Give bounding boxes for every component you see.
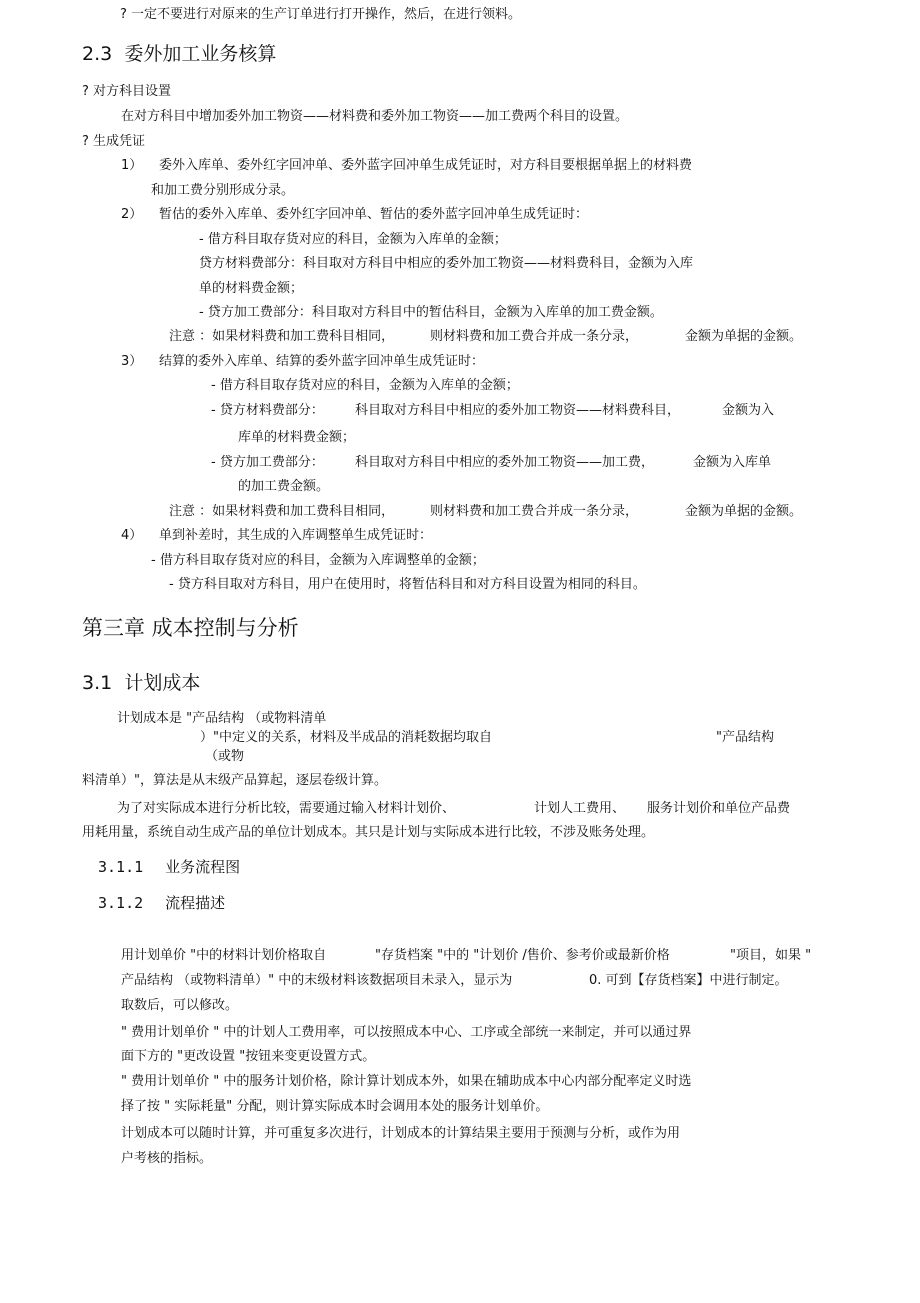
paragraph: 产品结构 （或物料清单）" 中的末级材料该数据项目未录入，显示为 (121, 973, 513, 988)
list-subitem-continuation: 单的材料费金额； (199, 281, 304, 296)
section-2-3-heading (82, 42, 276, 66)
list-number: 1） (121, 158, 143, 173)
list-subitem: - 借方科目取存货对应的科目，金额为入库调整单的金额； (151, 553, 485, 568)
subsection-3-1-2-heading (98, 893, 225, 913)
section-3-1-heading (82, 671, 200, 695)
list-number: 3） (121, 354, 143, 369)
section-number: 2.3 (82, 43, 113, 65)
subsection-3-1-1-heading (98, 857, 240, 877)
note: 金额为单据的金额。 (685, 504, 803, 519)
paragraph: "存货档案 "中的 "计划价 /售价、参考价或最新价格 (375, 948, 670, 963)
paragraph: 取数后，可以修改。 (121, 998, 239, 1013)
paragraph: 服务计划价和单位产品费 (647, 801, 791, 816)
note: 注意 ：如果材料费和加工费科目相同， (169, 329, 395, 344)
list-subitem: 科目取对方科目中相应的委外加工物资——加工费， (355, 455, 655, 470)
paragraph: 计划成本可以随时计算，并可重复多次进行，计划成本的计算结果主要用于预测与分析，或作为用 (121, 1126, 681, 1141)
note: 金额为单据的金额。 (685, 329, 803, 344)
paragraph: "产品结构 (716, 730, 774, 745)
paragraph: 计划成本是 "产品结构 （或物料清单 (117, 711, 327, 726)
paragraph: 择了按 " 实际耗量" 分配，则计算实际成本时会调用本处的服务计划单价。 (121, 1099, 549, 1114)
section-title: 委外加工业务核算 (124, 43, 277, 65)
note: 则材料费和加工费合并成一条分录， (430, 329, 639, 344)
list-subitem: - 贷方加工费部分：科目取对方科目中的暂估科目，金额为入库单的加工费金额。 (199, 305, 663, 320)
list-item-continuation: 和加工费分别形成分录。 (151, 183, 295, 198)
section-number: 3.1 (82, 672, 113, 694)
paragraph: 料清单）"，算法是从末级产品算起，逐层卷级计算。 (82, 773, 387, 788)
list-item: 结算的委外入库单、结算的委外蓝字回冲单生成凭证时： (159, 354, 485, 369)
list-number: 2） (121, 207, 143, 222)
list-item: 暂估的委外入库单、委外红字回冲单、暂估的委外蓝字回冲单生成凭证时： (159, 207, 589, 222)
list-number: 4） (121, 528, 143, 543)
note: 则材料费和加工费合并成一条分录， (430, 504, 639, 519)
list-subitem: - 借方科目取存货对应的科目，金额为入库单的金额； (199, 232, 507, 247)
bullet-account-setting: ? 对方科目设置 (82, 84, 172, 99)
list-subitem-continuation: 库单的材料费金额； (238, 430, 356, 445)
paragraph: 户考核的指标。 (121, 1151, 213, 1166)
paragraph: "项目，如果 " (730, 948, 812, 963)
list-subitem: 金额为入 (722, 403, 775, 418)
list-subitem: 金额为入库单 (693, 455, 772, 470)
paragraph: 在对方科目中增加委外加工物资——材料费和委外加工物资——加工费两个科目的设置。 (121, 109, 629, 124)
subsection-title: 业务流程图 (165, 858, 241, 876)
subsection-number: 3.1.1 (98, 858, 144, 876)
list-subitem-continuation: 的加工费金额。 (238, 479, 330, 494)
note: 注意 ：如果材料费和加工费科目相同， (169, 504, 395, 519)
list-subitem: - 借方科目取存货对应的科目，金额为入库单的金额； (211, 378, 519, 393)
subsection-title: 流程描述 (165, 894, 226, 912)
paragraph: （或物 (205, 749, 245, 764)
list-item: 单到补差时，其生成的入库调整单生成凭证时： (159, 528, 433, 543)
paragraph: ）"中定义的关系，材料及半成品的消耗数据均取自 (200, 730, 492, 745)
section-title: 计划成本 (124, 672, 201, 694)
paragraph: 面下方的 "更改设置 "按钮来变更设置方式。 (121, 1049, 376, 1064)
paragraph: 用计划单价 "中的材料计划价格取自 (121, 948, 327, 963)
paragraph: 0. 可到【存货档案】中进行制定。 (589, 973, 788, 988)
top-paragraph: ? 一定不要进行对原来的生产订单进行打开操作，然后，在进行领料。 (120, 7, 522, 22)
paragraph: " 费用计划单价 " 中的服务计划价格，除计算计划成本外，如果在辅助成本中心内部分配率定义时选 (121, 1074, 692, 1089)
list-subitem: - 贷方加工费部分： (211, 455, 324, 470)
list-subitem: 科目取对方科目中相应的委外加工物资——材料费科目， (355, 403, 681, 418)
paragraph: 计划人工费用、 (534, 801, 626, 816)
list-subitem: - 贷方科目取对方科目，用户在使用时，将暂估科目和对方科目设置为相同的科目。 (169, 577, 646, 592)
list-subitem: - 贷方材料费部分： (211, 403, 324, 418)
paragraph: " 费用计划单价 " 中的计划人工费用率，可以按照成本中心、工序或全部统一来制定，并可以通过界 (121, 1025, 692, 1040)
paragraph: 为了对实际成本进行分析比较，需要通过输入材料计划价、 (117, 801, 456, 816)
list-item: 委外入库单、委外红字回冲单、委外蓝字回冲单生成凭证时，对方科目要根据单据上的材料费 (159, 158, 693, 173)
chapter-3-heading: 第三章 成本控制与分析 (82, 616, 299, 640)
paragraph: 用耗用量，系统自动生成产品的单位计划成本。其只是计划与实际成本进行比较，不涉及账务处理。 (82, 825, 655, 840)
list-subitem: 贷方材料费部分：科目取对方科目中相应的委外加工物资——材料费科目，金额为入库 (199, 256, 694, 271)
bullet-generate-voucher: ? 生成凭证 (82, 134, 146, 149)
subsection-number: 3.1.2 (98, 894, 144, 912)
